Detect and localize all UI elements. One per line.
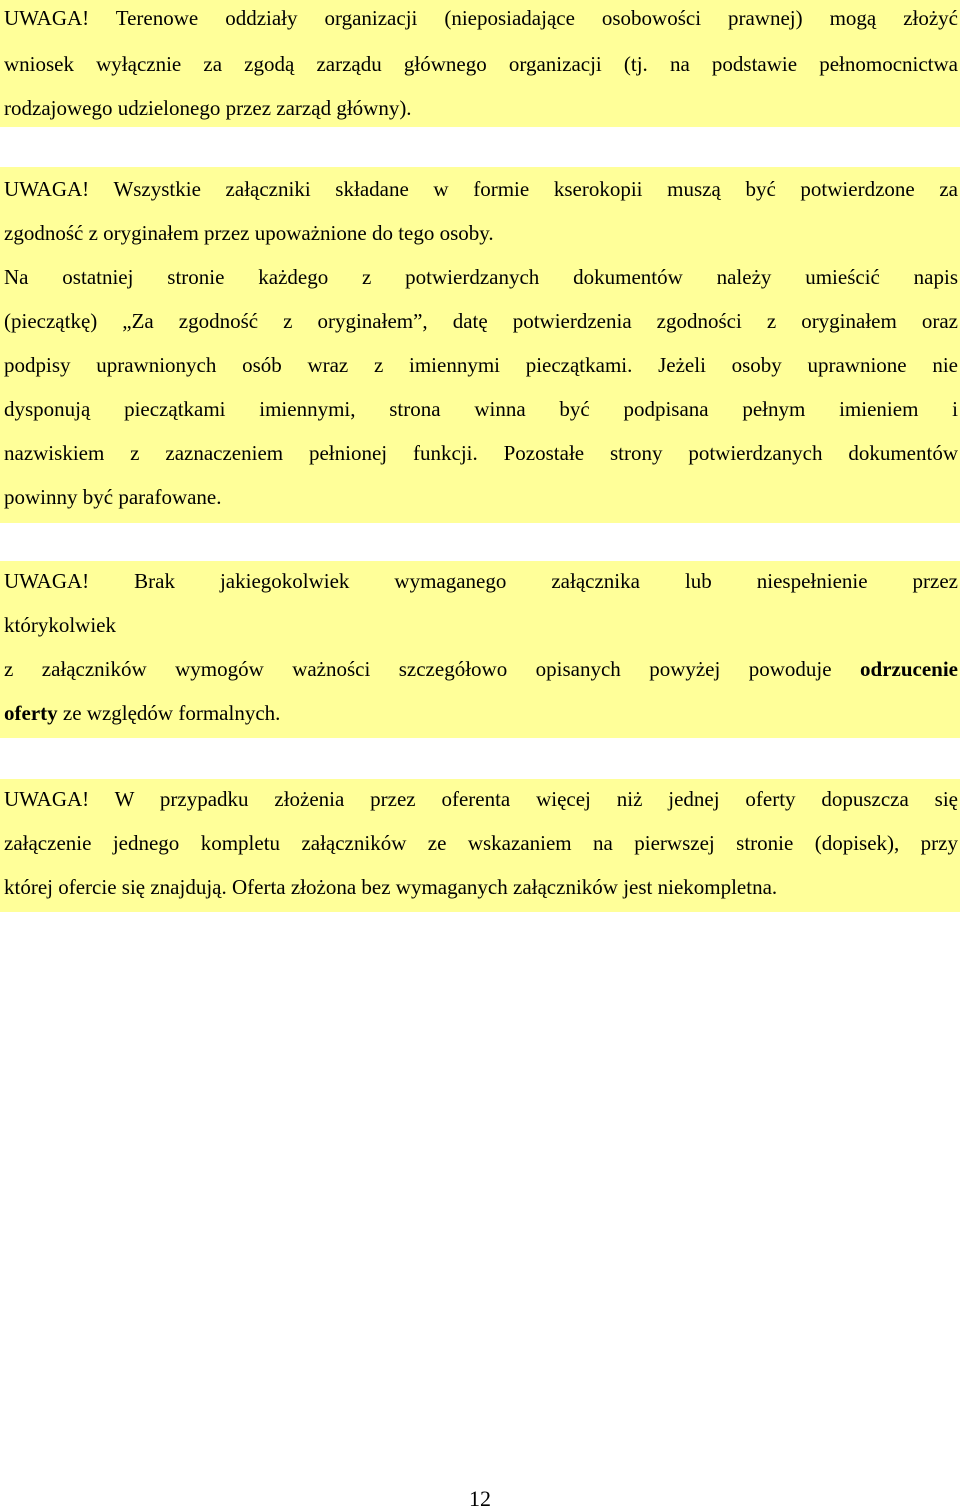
notice-text: ze względów formalnych. <box>62 701 281 725</box>
page-number: 12 <box>469 1486 491 1511</box>
notice-wiecej-ofert <box>0 779 960 912</box>
notice-terenowe-oddzialy <box>0 0 960 127</box>
notice-line: rodzajowego udzielonego przez zarząd główny). <box>4 96 412 120</box>
notice-line: dysponują pieczątkami imiennymi, strona winna być podpisana pełnym imieniem i <box>4 397 958 421</box>
notice-line: podpisy uprawnionych osób wraz z imiennymi pieczątkami. Jeżeli osoby uprawnione nie <box>4 353 958 377</box>
notice-line <box>4 561 958 605</box>
notice-label: UWAGA! <box>4 6 90 30</box>
notice-line: zgodność z oryginałem przez upoważnione do tego osoby. <box>4 221 494 245</box>
notice-line <box>4 693 958 737</box>
notice-text: W przypadku złożenia przez oferenta więcej niż jednej oferty dopuszcza się <box>114 787 958 811</box>
notice-line: wniosek wyłącznie za zgodą zarządu głównego organizacji (tj. na podstawie pełnomocnictwa <box>4 52 958 76</box>
notice-line <box>4 169 958 213</box>
notice-text: z załączników wymogów ważności szczegółowo opisanych powyżej powoduje <box>4 657 832 681</box>
notice-label: UWAGA! <box>4 177 90 201</box>
notice-brak-zalacznika <box>0 561 960 738</box>
notice-line <box>4 0 958 44</box>
notice-line <box>4 779 958 823</box>
notice-line: powinny być parafowane. <box>4 485 222 509</box>
notice-emphasis: odrzucenie <box>860 657 958 681</box>
notice-line: załączenie jednego kompletu załączników ze wskazaniem na pierwszej stronie (dopisek), przy <box>4 831 958 855</box>
notice-line: nazwiskiem z zaznaczeniem pełnionej funkcji. Pozostałe strony potwierdzanych dokumentów <box>4 441 958 465</box>
notice-label: UWAGA! <box>4 569 90 593</box>
notice-line: której ofercie się znajdują. Oferta złożona bez wymaganych załączników jest niekompletna. <box>4 875 778 899</box>
notice-zalaczniki-kserokopie <box>0 167 960 523</box>
notice-text: Terenowe oddziały organizacji (nieposiadające osobowości prawnej) mogą złożyć <box>115 6 958 30</box>
notice-line: którykolwiek <box>4 613 116 637</box>
notice-label: UWAGA! <box>4 787 90 811</box>
notice-emphasis: oferty <box>4 701 58 725</box>
notice-line: Na ostatniej stronie każdego z potwierdzanych dokumentów należy umieścić napis <box>4 265 958 289</box>
notice-text: Brak jakiegokolwiek wymaganego załącznika lub niespełnienie przez <box>134 569 959 593</box>
notice-text: Wszystkie załączniki składane w formie kserokopii muszą być potwierdzone za <box>113 177 958 201</box>
notice-line: (pieczątkę) „Za zgodność z oryginałem”, datę potwierdzenia zgodności z oryginałem oraz <box>4 309 958 333</box>
notice-line <box>4 649 958 693</box>
